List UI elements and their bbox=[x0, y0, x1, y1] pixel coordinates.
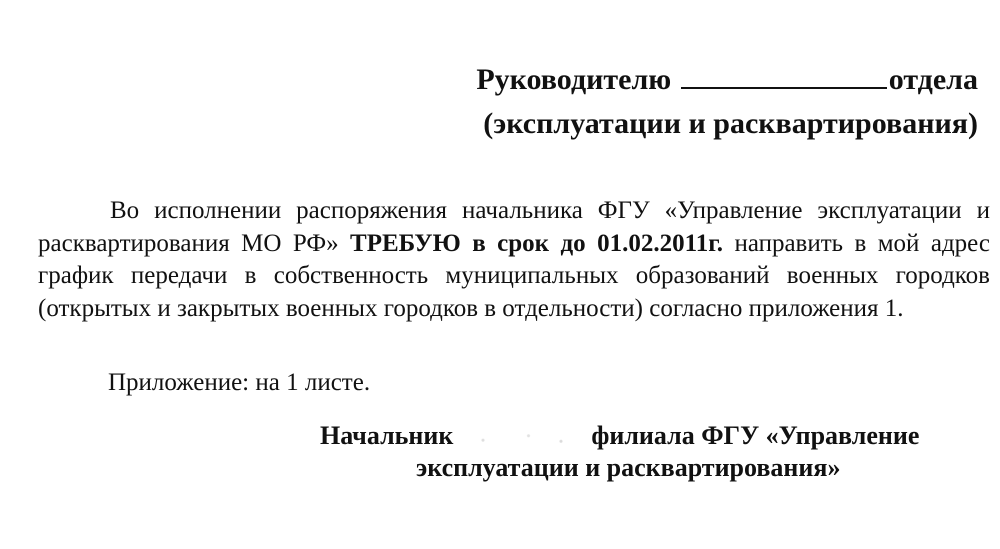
signature-title: Начальник bbox=[320, 421, 454, 450]
body-text-part-2: направить в мой адрес график передачи в собственность муниципальных образований военных городков (открытых и закрытых военных городков в отдельности) согласно приложения 1. bbox=[38, 229, 991, 322]
redacted-region bbox=[457, 427, 587, 449]
signature-block bbox=[320, 420, 980, 484]
body-paragraph bbox=[38, 195, 990, 325]
body-text-part-1: Во исполнении распоряжения начальника ФГУ «Управление эксплуатации и расквартирования МО РФ» bbox=[38, 197, 990, 257]
body-demand-bold: ТРЕБУЮ в срок до 01.02.2011г. bbox=[350, 229, 723, 257]
addressee-blank-line bbox=[681, 59, 887, 89]
addressee-line-2: (эксплуатации и расквартирования) bbox=[483, 107, 978, 140]
signature-line-2: эксплуатации и расквартирования» bbox=[416, 453, 841, 482]
addressee-line-1 bbox=[418, 58, 978, 102]
signature-branch: филиала ФГУ «Управление bbox=[591, 421, 920, 450]
addressee-title: Руководителю bbox=[476, 63, 672, 96]
addressee-department: отдела bbox=[888, 63, 978, 96]
addressee-block bbox=[418, 58, 978, 146]
attachment-note: Приложение: на 1 листе. bbox=[108, 369, 371, 396]
signature-line-1 bbox=[320, 420, 980, 452]
